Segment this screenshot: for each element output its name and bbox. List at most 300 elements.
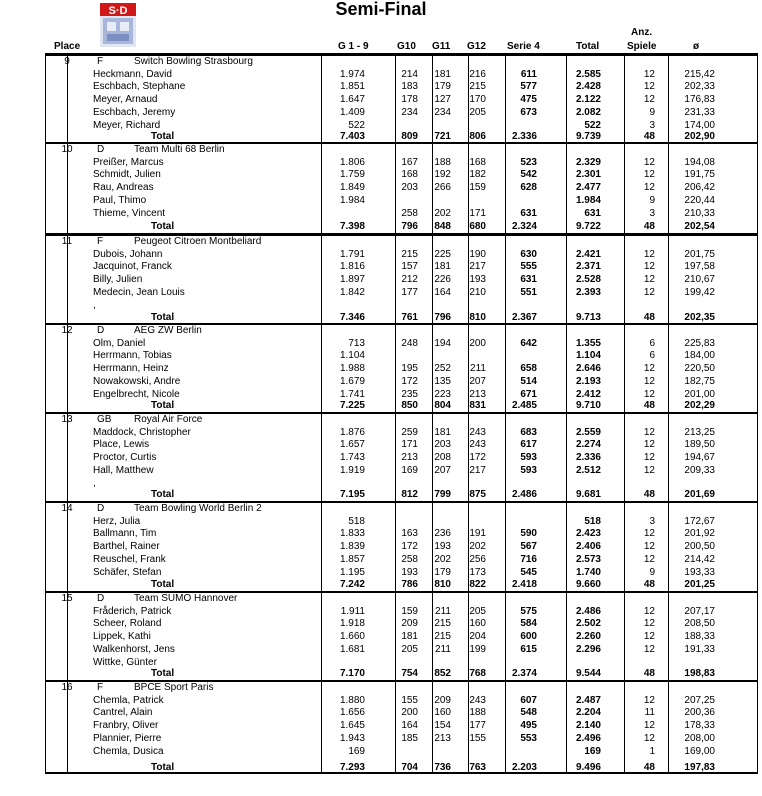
cell-g19: 1.660: [339, 631, 365, 643]
total-g11: 848: [434, 221, 451, 233]
cell-g19: 1.851: [339, 81, 365, 93]
cell-avg: 210,33: [684, 207, 715, 219]
total-avg: 197,83: [684, 762, 715, 774]
team-block: [45, 53, 758, 145]
cell-g12: 202: [469, 541, 486, 553]
player-name: Cantrel, Alain: [93, 707, 153, 719]
total-g12: 768: [469, 668, 486, 680]
header-total: Total: [576, 41, 600, 52]
cell-g19: 1.984: [339, 194, 365, 206]
cell-s4: 617: [520, 439, 537, 451]
cell-g19: 1.849: [339, 182, 365, 194]
total-g12: 831: [469, 400, 486, 412]
cell-g12: 216: [469, 68, 486, 80]
cell-g10: 212: [401, 274, 418, 286]
cell-s4: 542: [520, 169, 537, 181]
cell-s4: 631: [520, 274, 537, 286]
cell-total: 2.193: [575, 375, 601, 387]
cell-avg: 207,25: [684, 694, 715, 706]
total-s4: 2.418: [511, 579, 537, 591]
cell-g19: 1.816: [339, 261, 365, 273]
cell-g12: 215: [469, 81, 486, 93]
cell-g12: 159: [469, 182, 486, 194]
player-row: [45, 452, 758, 465]
cell-s4: 584: [520, 618, 537, 630]
total-avg: 202,90: [684, 131, 715, 143]
cell-g19: 1.647: [339, 94, 365, 106]
player-name: Engelbrecht, Nicole: [93, 388, 180, 400]
cell-sp: 12: [643, 643, 655, 655]
cell-sp: 1: [649, 745, 655, 757]
cell-total: 522: [584, 119, 601, 131]
cell-g10: 177: [401, 286, 418, 298]
cell-avg: 202,33: [684, 81, 715, 93]
total-label: Total: [151, 400, 175, 412]
cell-g19: 1.842: [339, 286, 365, 298]
cell-g12: 172: [469, 452, 486, 464]
cell-g12: 217: [469, 261, 486, 273]
cell-avg: 172,67: [684, 515, 715, 527]
total-s4: 2.203: [511, 762, 537, 774]
cell-sp: 12: [643, 694, 655, 706]
total-g10: 754: [401, 668, 418, 680]
team-block: [45, 323, 758, 414]
total-sp: 48: [643, 668, 655, 680]
cell-sp: 9: [649, 106, 655, 118]
cell-total: 2.646: [575, 363, 601, 375]
place-number: 16: [61, 682, 73, 693]
player-row: [45, 707, 758, 720]
cell-avg: 201,75: [684, 248, 715, 260]
total-g19: 7.398: [339, 221, 365, 233]
team-header-row: [45, 682, 758, 695]
total-s4: 2.485: [511, 400, 537, 412]
cell-g12: 211: [470, 363, 486, 375]
total-g11: 852: [434, 668, 451, 680]
player-row: [45, 107, 758, 120]
cell-avg: 206,42: [684, 182, 715, 194]
cell-s4: 630: [520, 248, 537, 260]
cell-s4: 607: [520, 694, 537, 706]
total-g10: 796: [401, 221, 418, 233]
player-name: Herrmann, Tobias: [93, 350, 172, 362]
cell-s4: 593: [520, 452, 537, 464]
cell-g19: 1.104: [339, 350, 365, 362]
cell-avg: 209,33: [684, 464, 715, 476]
cell-s4: 548: [520, 707, 537, 719]
place-number: 14: [61, 503, 73, 514]
place-number: 15: [61, 593, 73, 604]
cell-g12: 193: [469, 274, 486, 286]
player-row: [45, 439, 758, 452]
cell-g10: 234: [401, 106, 418, 118]
cell-g19: 1.791: [339, 248, 365, 260]
team-name: Team SUMO Hannover: [134, 593, 238, 604]
cell-avg: 189,50: [684, 439, 715, 451]
team-name: Team Bowling World Berlin 2: [134, 503, 262, 514]
cell-total: 2.477: [575, 182, 601, 194]
cell-avg: 191,33: [684, 643, 715, 655]
player-row: [45, 733, 758, 746]
total-s4: 2.336: [511, 131, 537, 143]
cell-total: 1.984: [575, 194, 601, 206]
cell-s4: 642: [520, 337, 537, 349]
player-name: Eschbach, Stephane: [93, 81, 186, 93]
cell-g19: 1.656: [339, 707, 365, 719]
total-total: 9.496: [575, 762, 601, 774]
player-name: Lippek, Kathi: [93, 631, 151, 643]
cell-total: 169: [584, 745, 601, 757]
cell-sp: 12: [643, 618, 655, 630]
player-name: Plannier, Pierre: [93, 732, 162, 744]
cell-sp: 12: [643, 464, 655, 476]
cell-g12: 210: [469, 286, 486, 298]
total-g10: 850: [401, 400, 418, 412]
cell-s4: 716: [520, 553, 537, 565]
header-g11: G11: [432, 41, 451, 52]
cell-avg: 200,50: [684, 541, 715, 553]
cell-g12: 155: [469, 732, 486, 744]
cell-sp: 12: [643, 720, 655, 732]
team-block: [45, 412, 758, 503]
cell-avg: 178,33: [684, 720, 715, 732]
player-name: Paul, Thimo: [93, 194, 147, 206]
total-label: Total: [151, 579, 175, 591]
player-row: [45, 554, 758, 567]
player-name: Dubois, Johann: [93, 248, 163, 260]
player-name: Billy, Julien: [93, 274, 143, 286]
player-row: [45, 528, 758, 541]
team-block: [45, 591, 758, 682]
cell-total: 2.296: [575, 643, 601, 655]
cell-g12: 191: [469, 528, 486, 540]
cell-g11: 202: [434, 207, 451, 219]
cell-s4: 553: [520, 732, 537, 744]
cell-avg: 191,75: [684, 169, 715, 181]
player-name: Schmidt, Julien: [93, 169, 161, 181]
cell-total: 2.140: [575, 720, 601, 732]
cell-g19: 522: [348, 119, 365, 131]
cell-sp: 11: [644, 707, 655, 719]
player-name: Scheer, Roland: [93, 618, 162, 630]
player-name: Barthel, Rainer: [93, 541, 160, 553]
cell-sp: 12: [643, 528, 655, 540]
cell-g19: 713: [348, 337, 365, 349]
cell-g10: 259: [401, 426, 418, 438]
cell-sp: 12: [643, 169, 655, 181]
cell-s4: 475: [520, 94, 537, 106]
cell-total: 2.082: [575, 106, 601, 118]
total-total: 9.713: [575, 312, 601, 324]
team-block: [45, 142, 758, 235]
cell-g19: 1.645: [339, 720, 365, 732]
player-row: [45, 746, 758, 759]
team-name: Royal Air Force: [134, 414, 203, 425]
cell-s4: 683: [520, 426, 537, 438]
cell-sp: 3: [649, 515, 655, 527]
total-s4: 2.367: [511, 312, 537, 324]
cell-s4: 590: [520, 528, 537, 540]
cell-s4: 673: [520, 106, 537, 118]
cell-g11: 266: [434, 182, 451, 194]
cell-sp: 12: [643, 94, 655, 106]
total-g12: 810: [469, 312, 486, 324]
player-row: [45, 249, 758, 262]
cell-g12: 243: [469, 694, 486, 706]
cell-g19: 1.743: [339, 452, 365, 464]
cell-g19: 1.839: [339, 541, 365, 553]
cell-sp: 12: [643, 452, 655, 464]
cell-g12: 217: [469, 464, 486, 476]
cell-g19: 1.195: [339, 566, 365, 578]
player-row: [45, 427, 758, 440]
page-title: Semi-Final: [335, 0, 427, 19]
cell-g10: 164: [401, 720, 418, 732]
player-row: [45, 363, 758, 376]
cell-g12: 205: [469, 605, 486, 617]
player-name: ,: [93, 477, 96, 489]
place-number: 13: [61, 414, 73, 425]
cell-g10: 185: [401, 732, 418, 744]
cell-sp: 12: [643, 375, 655, 387]
player-name: Eschbach, Jeremy: [93, 106, 176, 118]
cell-avg: 174,00: [684, 119, 715, 131]
player-row: [45, 157, 758, 170]
cell-avg: 176,83: [684, 94, 715, 106]
total-g12: 822: [469, 579, 486, 591]
cell-g19: 1.741: [339, 388, 365, 400]
cell-total: 1.104: [575, 350, 601, 362]
player-name: Chemla, Patrick: [93, 694, 164, 706]
player-row: [45, 195, 758, 208]
cell-total: 631: [584, 207, 601, 219]
player-name: Medecin, Jean Louis: [93, 286, 185, 298]
cell-g10: 200: [401, 707, 418, 719]
cell-g10: 213: [401, 452, 418, 464]
cell-g12: 199: [469, 643, 486, 655]
player-name: Olm, Daniel: [93, 337, 146, 349]
total-g12: 806: [469, 131, 486, 143]
cell-g10: 157: [401, 261, 418, 273]
cell-avg: 200,36: [684, 707, 715, 719]
cell-g11: 202: [434, 553, 451, 565]
cell-g11: 188: [434, 156, 451, 168]
cell-sp: 12: [643, 182, 655, 194]
player-row: [45, 695, 758, 708]
cell-g10: 172: [401, 541, 418, 553]
team-name: AEG ZW Berlin: [134, 325, 202, 336]
cell-g12: 207: [469, 375, 486, 387]
svg-text:S·D: S·D: [108, 5, 128, 17]
cell-g10: 172: [401, 375, 418, 387]
cell-g19: 169: [348, 745, 365, 757]
cell-g11: 181: [434, 426, 451, 438]
cell-total: 2.329: [575, 156, 601, 168]
player-row: [45, 287, 758, 300]
country-code: F: [97, 56, 104, 67]
cell-total: 2.421: [575, 248, 601, 260]
total-total: 9.660: [575, 579, 601, 591]
total-g12: 680: [469, 221, 486, 233]
total-sp: 48: [643, 489, 655, 501]
total-avg: 202,29: [684, 400, 715, 412]
cell-avg: 215,42: [684, 68, 715, 80]
cell-total: 2.204: [575, 707, 601, 719]
cell-avg: 199,42: [684, 286, 715, 298]
total-sp: 48: [643, 579, 655, 591]
total-avg: 201,69: [684, 489, 715, 501]
cell-g10: 193: [401, 566, 418, 578]
cell-sp: 12: [643, 439, 655, 451]
cell-s4: 495: [520, 720, 537, 732]
cell-g10: 235: [401, 388, 418, 400]
total-g12: 763: [469, 762, 486, 774]
cell-g12: 213: [469, 388, 486, 400]
cell-g12: 171: [469, 207, 486, 219]
player-row: [45, 69, 758, 82]
cell-sp: 12: [643, 631, 655, 643]
cell-total: 2.122: [575, 94, 601, 106]
cell-g11: 211: [435, 605, 451, 617]
cell-s4: 545: [520, 566, 537, 578]
total-s4: 2.324: [511, 221, 537, 233]
cell-g12: 173: [469, 566, 486, 578]
player-row: [45, 261, 758, 274]
cell-g19: 1.657: [339, 439, 365, 451]
cell-avg: 208,50: [684, 618, 715, 630]
total-avg: 201,25: [684, 579, 715, 591]
player-name: Thieme, Vincent: [93, 207, 166, 219]
total-g19: 7.346: [339, 312, 365, 324]
player-row: [45, 300, 758, 313]
total-g19: 7.242: [339, 579, 365, 591]
country-code: F: [97, 682, 104, 693]
cell-total: 1.740: [575, 566, 601, 578]
total-total: 9.544: [575, 668, 601, 680]
cell-sp: 3: [649, 207, 655, 219]
player-name: Reuschel, Frank: [93, 553, 166, 565]
total-g11: 736: [434, 762, 451, 774]
cell-g19: 1.919: [339, 464, 365, 476]
team-header-row: [45, 144, 758, 157]
team-header-row: [45, 503, 758, 516]
player-name: Hall, Matthew: [93, 464, 154, 476]
team-name: BPCE Sport Paris: [134, 682, 214, 693]
cell-avg: 210,67: [684, 274, 715, 286]
cell-sp: 9: [649, 194, 655, 206]
cell-s4: 593: [520, 464, 537, 476]
cell-total: 2.260: [575, 631, 601, 643]
country-code: D: [97, 503, 105, 514]
cell-avg: 201,00: [684, 388, 715, 400]
cell-g19: 1.897: [339, 274, 365, 286]
cell-avg: 193,33: [684, 566, 715, 578]
total-g11: 796: [434, 312, 451, 324]
player-name: Nowakowski, Andre: [93, 375, 181, 387]
country-code: GB: [97, 414, 112, 425]
cell-g11: 211: [435, 643, 451, 655]
player-row: [45, 631, 758, 644]
cell-total: 2.487: [575, 694, 601, 706]
player-name: Meyer, Richard: [93, 119, 161, 131]
cell-g10: 258: [401, 553, 418, 565]
cell-g10: 181: [401, 631, 418, 643]
player-name: Herz, Julia: [93, 515, 141, 527]
total-total: 9.681: [575, 489, 601, 501]
cell-g10: 163: [401, 528, 418, 540]
cell-g11: 181: [434, 68, 451, 80]
cell-g19: 1.833: [339, 528, 365, 540]
player-name: ,: [93, 299, 96, 311]
cell-avg: 188,33: [684, 631, 715, 643]
total-label: Total: [151, 221, 175, 233]
cell-avg: 194,08: [684, 156, 715, 168]
cell-s4: 523: [520, 156, 537, 168]
player-name: Place, Lewis: [93, 439, 150, 451]
cell-s4: 600: [520, 631, 537, 643]
cell-total: 2.486: [575, 605, 601, 617]
cell-total: 2.496: [575, 732, 601, 744]
header-avg: ø: [693, 41, 700, 52]
player-name: Schäfer, Stefan: [93, 566, 162, 578]
cell-s4: 611: [520, 68, 537, 80]
player-row: [45, 376, 758, 389]
cell-g11: 203: [434, 439, 451, 451]
cell-g11: 226: [434, 274, 451, 286]
header-g1-9: G 1 - 9: [338, 41, 369, 52]
cell-g12: 188: [469, 707, 486, 719]
team-header-row: [45, 593, 758, 606]
cell-total: 2.428: [575, 81, 601, 93]
player-name: Walkenhorst, Jens: [93, 643, 175, 655]
total-total: 9.739: [575, 131, 601, 143]
total-label: Total: [151, 668, 175, 680]
total-avg: 202,35: [684, 312, 715, 324]
cell-avg: 184,00: [684, 350, 715, 362]
cell-total: 2.336: [575, 452, 601, 464]
cell-g19: 1.880: [339, 694, 365, 706]
cell-total: 2.573: [575, 553, 601, 565]
total-g11: 810: [434, 579, 451, 591]
total-s4: 2.486: [511, 489, 537, 501]
cell-g11: 215: [434, 618, 451, 630]
cell-g12: 200: [469, 337, 486, 349]
cell-g12: 204: [469, 631, 486, 643]
cell-total: 2.585: [575, 68, 601, 80]
cell-g12: 243: [469, 426, 486, 438]
cell-g11: 234: [434, 106, 451, 118]
team-header-row: [45, 414, 758, 427]
cell-avg: 214,42: [684, 553, 715, 565]
player-name: Ballmann, Tim: [93, 528, 157, 540]
player-row: [45, 478, 758, 491]
cell-sp: 12: [643, 68, 655, 80]
cell-g11: 225: [434, 248, 451, 260]
cell-g11: 194: [434, 337, 451, 349]
cell-g10: 159: [401, 605, 418, 617]
cell-total: 2.412: [575, 388, 601, 400]
player-name: Herrmann, Heinz: [93, 363, 169, 375]
total-g10: 704: [401, 762, 418, 774]
cell-avg: 194,67: [684, 452, 715, 464]
player-row: [45, 618, 758, 631]
cell-g10: 178: [401, 94, 418, 106]
total-sp: 48: [643, 312, 655, 324]
cell-s4: 551: [520, 286, 537, 298]
cell-avg: 207,17: [684, 605, 715, 617]
cell-total: 2.512: [575, 464, 601, 476]
player-row: [45, 644, 758, 657]
